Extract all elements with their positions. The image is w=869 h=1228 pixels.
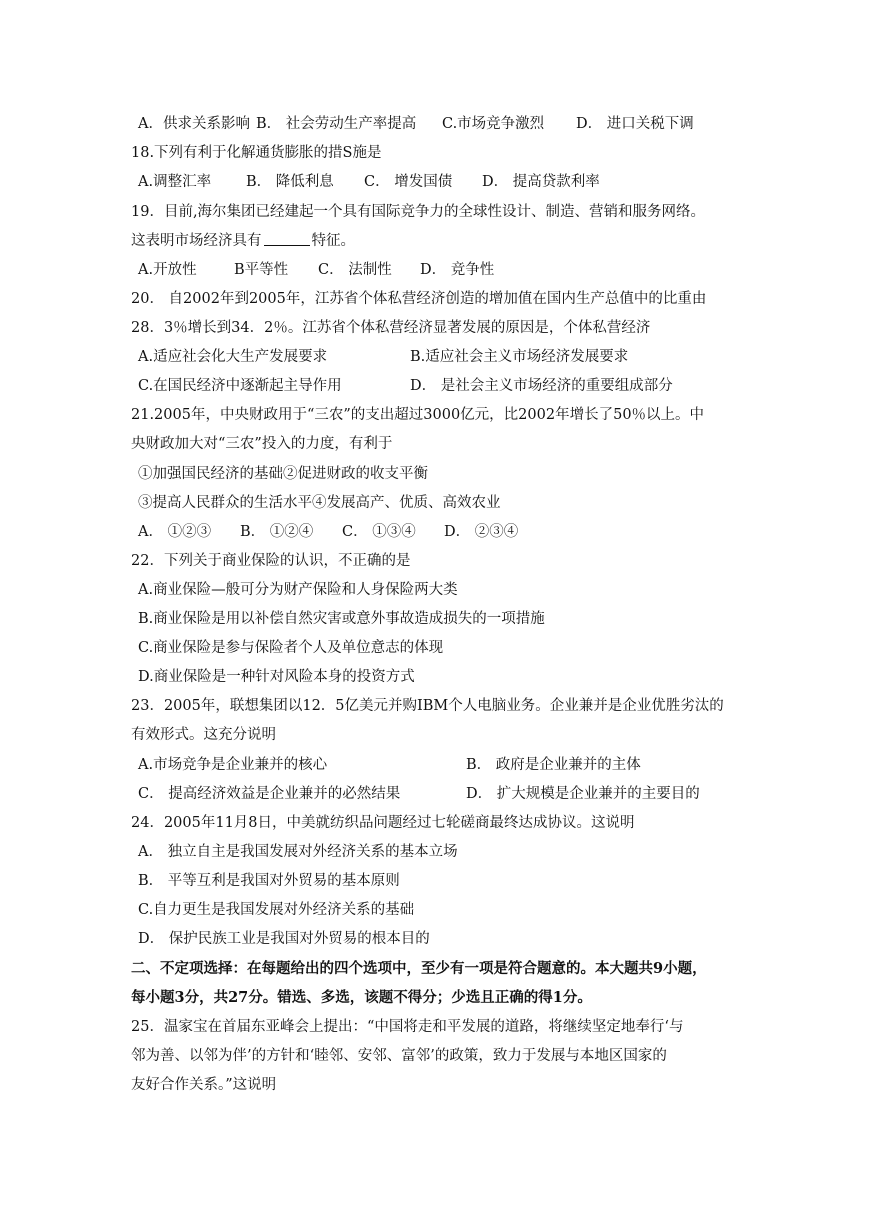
- q20-option-a: A.适应社会化大生产发展要求: [138, 349, 328, 365]
- q17-option-d: D． 进口关税下调: [576, 116, 694, 132]
- section2-heading-line2: 每小题3分，共27分。错选、多选，该题不得分；少选且正确的得1分。: [131, 989, 592, 1006]
- q23-option-d: D． 扩大规模是企业兼并的主要目的: [466, 786, 700, 802]
- q21-option-a: A． ①②③: [138, 524, 212, 540]
- q17-option-c: C.市场竞争激烈: [442, 116, 545, 132]
- q17-option-a: A．供求关系影响: [138, 116, 250, 132]
- q19-stem-line2b: 特征。: [311, 233, 355, 249]
- q18-options: [138, 172, 600, 192]
- q18-option-b: B． 降低利息: [246, 174, 334, 190]
- q17-option-b: B． 社会劳动生产率提高: [256, 116, 417, 132]
- q20-option-b: B.适应社会主义市场经济发展要求: [410, 349, 629, 365]
- q23-stem-line2: 有效形式。这充分说明: [131, 727, 276, 743]
- q23-option-a: A.市场竞争是企业兼并的核心: [138, 757, 328, 773]
- q23-options-row1: [138, 755, 641, 775]
- q24-stem: 24．2005年11月8日，中美就纺织品问题经过七轮磋商最终达成协议。这说明: [131, 815, 635, 831]
- q20-options-row1: [138, 347, 628, 367]
- q22-option-b: B.商业保险是用以补偿自然灾害或意外事故造成损失的一项措施: [138, 611, 545, 627]
- q21-option-c: C． ①③④: [342, 524, 416, 540]
- q24-option-d: D． 保护民族工业是我国对外贸易的根本目的: [138, 931, 430, 947]
- q21-items-line2: ③提高人民群众的生活水平④发展高产、优质、高效农业: [138, 495, 501, 511]
- q18-option-d: D． 提高贷款利率: [482, 174, 600, 190]
- q19-option-d: D． 竞争性: [420, 262, 495, 278]
- q23-option-b: B． 政府是企业兼并的主体: [466, 757, 641, 773]
- q19-option-c: C． 法制性: [318, 262, 392, 278]
- q25-stem-line3: 友好合作关系。”这说明: [131, 1077, 277, 1093]
- q18-option-a: A.调整汇率: [138, 174, 212, 190]
- q21-option-b: B． ①②④: [240, 524, 314, 540]
- section2-heading-line1: 二、不定项选择：在每题给出的四个选项中，至少有一项是符合题意的。本大题共9小题，: [131, 960, 707, 977]
- q18-stem: 18.下列有利于化解通货膨胀的措S施是: [131, 145, 382, 161]
- q19-blank: [264, 231, 310, 246]
- q23-option-c: C． 提高经济效益是企业兼并的必然结果: [138, 786, 401, 802]
- q17-options: [138, 114, 694, 134]
- q24-option-a: A． 独立自主是我国发展对外经济关系的基本立场: [138, 844, 458, 860]
- q24-option-b: B． 平等互利是我国对外贸易的基本原则: [138, 873, 400, 889]
- q22-option-d: D.商业保险是一种针对风险本身的投资方式: [138, 669, 415, 685]
- q19-stem-line2a: 这表明市场经济具有: [131, 233, 262, 249]
- q19-option-b: B平等性: [234, 262, 289, 278]
- q23-stem-line1: 23．2005年，联想集团以12．5亿美元并购IBM个人电脑业务。企业兼并是企业优胜劣汰的: [131, 698, 724, 714]
- q19-options: [138, 260, 494, 280]
- q20-option-c: C.在国民经济中逐渐起主导作用: [138, 378, 342, 394]
- q25-stem-line2: 邻为善、以邻为伴’的方针和‘睦邻、安邻、富邻’的政策，致力于发展与本地区国家的: [131, 1048, 667, 1064]
- q22-option-a: A.商业保险—般可分为财产保险和人身保险两大类: [138, 582, 458, 598]
- q19-option-a: A.开放性: [138, 262, 197, 278]
- q19-stem-line2: [131, 231, 355, 251]
- q22-stem: 22．下列关于商业保险的认识，不正确的是: [131, 553, 411, 569]
- q21-option-d: D． ②③④: [444, 524, 519, 540]
- q24-option-c: C.自力更生是我国发展对外经济关系的基础: [138, 902, 415, 918]
- q18-option-c: C． 增发国债: [364, 174, 453, 190]
- q20-options-row2: [138, 376, 673, 396]
- q21-stem-line1: 21.2005年，中央财政用于“三农”的支出超过3000亿元，比2002年增长了50％以上。中: [131, 407, 705, 423]
- q20-stem-line2: 28．3％增长到34．2％。江苏省个体私营经济显著发展的原因是，个体私营经济: [131, 320, 651, 336]
- q21-stem-line2: 央财政加大对“三农”投入的力度，有利于: [131, 436, 393, 452]
- q21-options: [138, 522, 518, 542]
- q20-option-d: D． 是社会主义市场经济的重要组成部分: [410, 378, 673, 394]
- q19-stem-line1: 19．目前,海尔集团已经建起一个具有国际竞争力的全球性设计、制造、营销和服务网络。: [131, 204, 706, 220]
- q23-options-row2: [138, 784, 700, 804]
- q21-items-line1: ①加强国民经济的基础②促进财政的收支平衡: [138, 466, 428, 482]
- q20-stem-line1: 20． 自2002年到2005年，江苏省个体私营经济创造的增加值在国内生产总值中的比重由: [131, 291, 707, 307]
- q25-stem-line1: 25．温家宝在首届东亚峰会上提出：“中国将走和平发展的道路，将继续坚定地奉行‘与: [131, 1019, 684, 1035]
- q22-option-c: C.商业保险是参与保险者个人及单位意志的体现: [138, 640, 444, 656]
